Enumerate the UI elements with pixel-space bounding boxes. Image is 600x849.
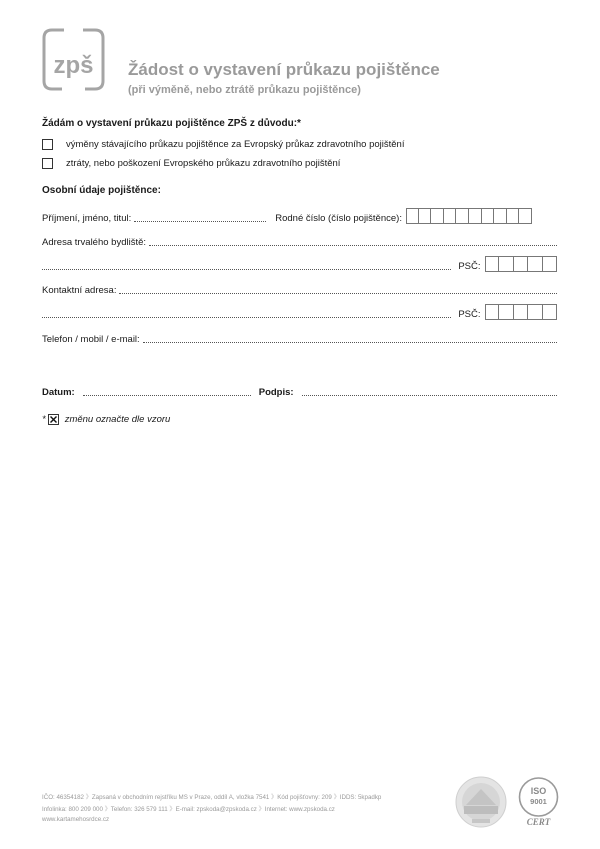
reason-option-loss[interactable]: [42, 158, 340, 169]
phone-label: Telefon / mobil / e-mail:: [42, 334, 140, 345]
zps-logo: [42, 28, 105, 91]
signature-field[interactable]: [302, 394, 557, 396]
surname-label: Příjmení, jméno, titul:: [42, 213, 132, 224]
signature-row: [42, 387, 557, 398]
address-psc-row: [42, 256, 557, 272]
birth-number-label: Rodné číslo (číslo pojištěnce):: [275, 213, 402, 224]
checkbox-loss[interactable]: [42, 158, 53, 169]
page-title: Žádost o vystavení průkazu pojištěnce: [128, 60, 440, 79]
address-row: [42, 237, 557, 248]
phone-field[interactable]: [143, 341, 557, 343]
checkbox-exchange[interactable]: [42, 139, 53, 150]
iso-number: 9001: [530, 797, 547, 806]
note: [42, 414, 170, 425]
page-subtitle: (při výměně, nebo ztrátě průkazu pojištěnce): [128, 84, 361, 96]
footer-contact: Infolinka: 800 209 000 》Telefon: 326 579 111 》E-mail: zpskoda@zpskoda.cz 》Internet: www.zpskoda.cz: [42, 806, 335, 813]
note-text: změnu označte dle vzoru: [64, 414, 171, 425]
signature-label: Podpis:: [258, 387, 294, 398]
logo-text: zpš: [53, 52, 94, 79]
iso-cert-icon: [516, 775, 561, 829]
cert-text: CERT: [526, 817, 551, 827]
footer-web[interactable]: www.kartamehosrdce.cz: [42, 816, 110, 823]
iso-text: ISO: [530, 786, 547, 796]
contact-address-row: [42, 285, 557, 296]
surname-row: [42, 208, 557, 224]
award-seal-icon: [454, 775, 508, 829]
reason-option-label: ztráty, nebo poškození Evropského průkazu zdravotního pojištění: [66, 158, 341, 169]
reason-heading: Žádám o vystavení průkazu pojištěnce ZPŠ z důvodu:*: [42, 118, 301, 129]
footer-legal: IČO: 46354182 》Zapsaná v obchodním rejstříku MS v Praze, oddíl A, vložka 7541 》Kód pojišťovny: 209 》IDDS: 5kpadkp: [42, 794, 382, 801]
address-psc-field[interactable]: [485, 256, 558, 272]
reason-option-exchange[interactable]: [42, 139, 404, 150]
date-field[interactable]: [83, 394, 251, 396]
psc-label: PSČ:: [458, 261, 481, 272]
note-asterisk: *: [42, 414, 46, 425]
date-label: Datum:: [42, 387, 75, 398]
address-label: Adresa trvalého bydliště:: [42, 237, 147, 248]
contact-psc-field[interactable]: [485, 304, 558, 320]
reason-option-label: výměny stávajícího průkazu pojištěnce za Evropský průkaz zdravotního pojištění: [66, 139, 405, 150]
surname-field[interactable]: [134, 220, 266, 222]
contact-address-label: Kontaktní adresa:: [42, 285, 117, 296]
birth-number-field[interactable]: [406, 208, 532, 224]
personal-heading: Osobní údaje pojištěnce:: [42, 185, 161, 196]
address-line2-field[interactable]: [42, 268, 451, 270]
contact-psc-row: [42, 304, 557, 320]
psc-label: PSČ:: [458, 309, 481, 320]
example-checked-icon: [48, 414, 59, 425]
address-field[interactable]: [149, 244, 557, 246]
phone-row: [42, 334, 557, 345]
contact-line2-field[interactable]: [42, 316, 451, 318]
contact-address-field[interactable]: [119, 292, 557, 294]
